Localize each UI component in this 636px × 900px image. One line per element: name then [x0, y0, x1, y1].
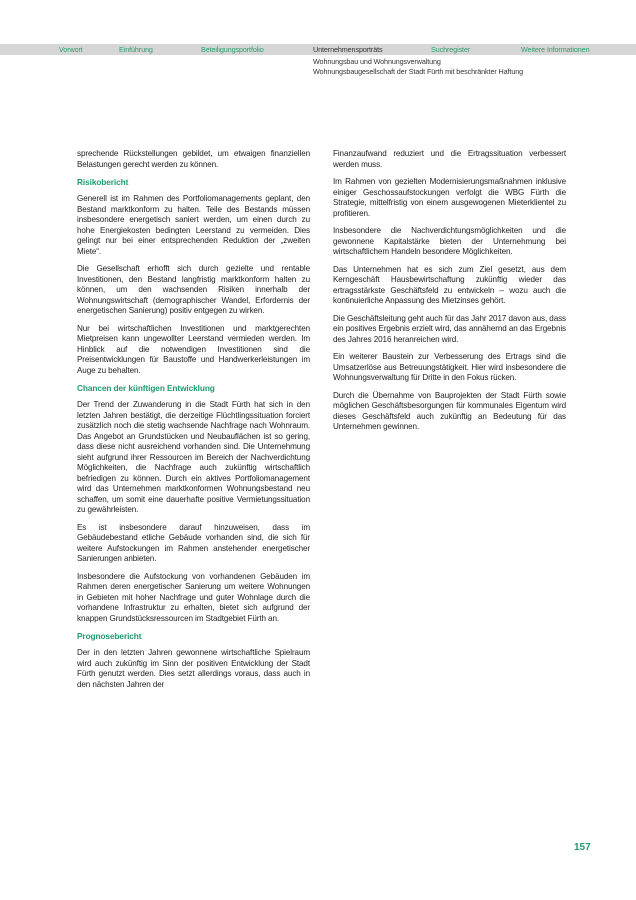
section-navigation-bar	[0, 44, 636, 55]
paragraph: Es ist insbesondere darauf hinzuweisen, dass im Gebäudebestand etliche Gebäude vorhanden sind, die sich für weitere Aufstockungen im Rahmen anstehender energetischer Sanierungen anbieten.	[77, 522, 310, 563]
paragraph: Insbesondere die Nachverdichtungsmöglichkeiten und die gewonnene Kapitalstärke bieten der Unternehmung bei wirtschaftlichem Handeln besondere Möglichkeiten.	[333, 226, 566, 256]
paragraph: Im Rahmen von gezielten Modernisierungsmaßnahmen inklusive einiger Geschossaufstockungen verfolgt die WBG Fürth die Strategie, mittelfristig von einem ausgewogenen Mieterklientel zu profitieren.	[333, 177, 566, 218]
nav-item-weitere-informationen[interactable]: Weitere Informationen	[521, 45, 590, 54]
paragraph: Der Trend der Zuwanderung in die Stadt Fürth hat sich in den letzten Jahren bestätigt, die derzeitige Flüchtlingssituation forciert zusätzlich noch die stetig wachsende Nachfrage nach Wohnraum. Das Angebot an Grundstücken und Neubauflächen ist so gering, dass diese nicht ausreichend vorhanden sind. Die Unternehmung sieht aufgrund ihrer Ressourcen im Bereich der Nachverdichtung Möglichkeiten, die Nachfrage auch zukünftig wirtschaftlich befriedigen zu können. Durch ein aktives Portfoliomanagement wird das Unternehmen marktkonformen Wohnungsbestand neu schaffen, um somit eine dauerhafte positive Vermietungssituation zu gewährleisten.	[77, 400, 310, 514]
subheader-company-name: Wohnungsbaugesellschaft der Stadt Fürth mit beschränkter Haftung	[313, 67, 524, 76]
paragraph: sprechende Rückstellungen gebildet, um etwaigen finanziellen Belastungen gerecht werden zu können.	[77, 149, 310, 169]
right-text-column	[333, 149, 566, 440]
nav-item-suchregister[interactable]: Suchregister	[431, 45, 471, 54]
heading-chancen: Chancen der künftigen Entwicklung	[77, 383, 215, 393]
heading-prognosebericht: Prognosebericht	[77, 631, 142, 641]
subheader-category: Wohnungsbau und Wohnungsverwaltung	[313, 57, 441, 66]
left-text-column	[77, 149, 310, 697]
nav-item-unternehmensportraets[interactable]: Unternehmensporträts	[313, 45, 383, 54]
paragraph: Insbesondere die Aufstockung von vorhandenen Gebäuden im Rahmen deren energetischer Sanierung um weitere Wohnungen in Gebieten mit hoher Nachfrage und guter Wohnlage durch die vorhandene Infrastruktur zu erhalten, bietet sich aufgrund der knappen Grundstücksressourcen im Stadtgebiet Fürth an.	[77, 571, 310, 623]
paragraph: Die Geschäftsleitung geht auch für das Jahr 2017 davon aus, dass ein positives Ergebnis erzielt wird, das annähernd an das Ergebnis des Jahres 2016 heranreichen wird.	[333, 313, 566, 344]
nav-item-einfuehrung[interactable]: Einführung	[119, 45, 153, 54]
page-number: 157	[574, 842, 591, 853]
paragraph: Ein weiterer Baustein zur Verbesserung des Ertrags sind die Umsatzerlöse aus Betreuungstätigkeit. Hier wird insbesondere die Wohnungsverwaltung für Dritte in den Fokus rücken.	[333, 352, 566, 382]
paragraph: Generell ist im Rahmen des Portfoliomanagements geplant, den Bestand marktkonform zu halten. Teile des Bestands müssen insbesondere energetisch saniert werden, um einen durch zu hohe Energiekosten bedingten Leerstand zu vermeiden. Dies gelingt nur bei einer entsprechenden Reduktion der „zweiten Miete“.	[77, 194, 310, 256]
paragraph: Nur bei wirtschaftlichen Investitionen und marktgerechten Mietpreisen kann ungewollter Leerstand vermieden werden. Im Hinblick auf die notwendigen Investitionen sind die Preisentwicklungen für Baustoffe und Handwerkerleistungen im Auge zu behalten.	[77, 323, 310, 375]
paragraph: Finanzaufwand reduziert und die Ertragssituation verbessert werden muss.	[333, 149, 566, 169]
paragraph: Durch die Übernahme von Bauprojekten der Stadt Fürth sowie möglichen Geschäftsbesorgungen für kommunales Eigentum wird dieses Geschäftsfeld auch zukünftig an Bedeutung für das Unternehmen gewinnen.	[333, 390, 566, 431]
nav-item-vorwort[interactable]: Vorwort	[59, 45, 83, 54]
paragraph: Die Gesellschaft erhofft sich durch gezielte und rentable Investitionen, den Bestand langfristig marktkonform halten zu können, um den wachsenden Risiken innerhalb der Wohnungswirtschaft (demographischer Wandel, Erfordernis der energetischen Sanierung) positiv entgegen zu wirken.	[77, 264, 310, 315]
section-subheader	[313, 57, 523, 77]
nav-item-beteiligungsportfolio[interactable]: Beteiligungsportfolio	[201, 45, 264, 54]
paragraph: Der in den letzten Jahren gewonnene wirtschaftliche Spielraum wird auch zukünftig im Sinn der positiven Entwicklung der Stadt Fürth genutzt werden. Dies setzt allerdings voraus, dass auch in den nächsten Jahren der	[77, 648, 310, 689]
paragraph: Das Unternehmen hat es sich zum Ziel gesetzt, aus dem Kerngeschäft Hausbewirtschaftung zukünftig wieder das ertragsstärkste Geschäftsfeld zu entwickeln – wozu auch die kontinuierliche Anpassung des Mietzinses gehört.	[333, 264, 566, 305]
heading-risikobericht: Risikobericht	[77, 177, 129, 187]
